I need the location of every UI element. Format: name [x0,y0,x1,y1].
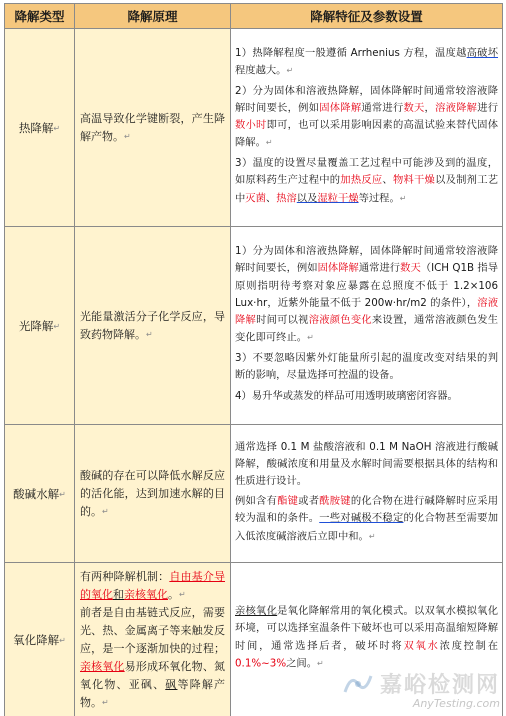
table-row [5,227,503,425]
principle-cell [75,227,231,425]
paragraph-mark-icon: ↵ [59,489,66,499]
paragraph-mark-icon: ↵ [317,658,324,668]
paragraph-mark-icon: ↵ [146,329,153,339]
features-cell [231,29,503,227]
paragraph-mark-icon: ↵ [307,333,314,343]
paragraph-mark-icon: ↵ [102,506,109,516]
type-label: 氧化降解 [13,632,60,647]
header-features: 降解特征及参数设置 [231,4,503,29]
watermark-name: 嘉峪检测网 [379,673,500,698]
type-cell [5,227,75,425]
paragraph-mark-icon: ↵ [179,589,186,599]
paragraph-mark-icon: ↵ [53,321,61,331]
feature-item: 4）易升华或蒸发的样品可用透明玻璃密闭容器。 [235,389,458,402]
paragraph-mark-icon: ↵ [368,531,376,541]
feature-item: 亲核氧化是氧化降解常用的氧化模式。以双氧水模拟氧化环境，可以选择室温条件下破坏也可以采用高温缩短降解时间，通常选择后者，破坏时将双氧水浓度控制在0.1%~3%之间。↵ [235,605,499,670]
paragraph-mark-icon: ↵ [102,697,109,707]
table-row [5,425,503,563]
features-cell [231,425,503,563]
watermark-url: AnyTesting.com [412,697,500,710]
header-row [5,4,503,29]
paragraph-mark-icon: ↵ [286,65,294,75]
principle-cell [75,29,231,227]
type-label: 酸碱水解 [13,486,60,501]
degradation-table [4,3,503,716]
principle-cell [75,425,231,563]
paragraph-mark-icon: ↵ [265,138,273,148]
feature-item: 例如含有酯键或者酰胺键的化合物在进行碱降解时应采用较为温和的条件。一些对碱极不稳定的化合物甚至需要加入低浓度碱溶液后立即中和。↵ [235,495,499,543]
header-principle: 降解原理 [75,4,231,29]
feature-item: 2）分为固体和溶液热降解，固体降解时间通常较溶液降解时间要长，例如固体降解通常进行数天，溶液降解进行数小时即可，也可以采用影响因素的高温试验来替代固体降解。↵ [235,84,499,149]
feature-item: 通常选择 0.1 M 盐酸溶液和 0.1 M NaOH 溶液进行酸碱降解，酸碱浓度和用量及水解时间需要根据具体的结构和性质进行设计。 [235,440,498,487]
principle-text: 光能量激活分子化学反应，导致药物降解。 [80,309,225,341]
type-cell [5,425,75,563]
principle-text: 高温导致化学键断裂，产生降解产物。 [80,111,225,143]
table-row [5,563,503,716]
principle-cell [75,563,231,716]
feature-item: 3）不要忽略因紫外灯能量所引起的温度改变对结果的判断的影响，尽量选择可控温的设备。 [235,352,498,382]
type-label: 光降解 [18,318,54,333]
principle-text: 前者是自由基链式反应，需要光、热、金属离子等来触发反应，是一个逐渐加快的过程；亲核氧化易形成环氧化物、氮氧化物、亚砜、砜等降解产物。↵ [80,605,226,709]
paragraph-mark-icon: ↵ [59,635,66,645]
paragraph-mark-icon: ↵ [53,123,61,133]
type-label: 热降解 [18,120,54,135]
table-row [5,29,503,227]
paragraph-mark-icon: ↵ [399,193,407,203]
feature-item: 1）热降解程度一般遵循 Arrhenius 方程，温度越高破坏程度越大。↵ [235,46,499,77]
type-cell [5,29,75,227]
paragraph-mark-icon: ↵ [124,131,131,141]
header-type: 降解类型 [5,4,75,29]
features-cell [231,227,503,425]
principle-text: 有两种降解机制：自由基介导的氧化和亲核氧化。↵ [80,569,226,601]
principle-text: 酸碱的存在可以降低水解反应的活化能，达到加速水解的目的。 [80,468,225,518]
features-cell [231,563,503,716]
type-cell [5,563,75,716]
feature-item: 3）温度的设置尽量覆盖工艺过程中可能涉及到的温度，如原料药生产过程中的加热反应、物料干燥以及制剂工艺中灭菌、热溶以及湿粒干燥等过程。↵ [235,157,499,205]
feature-item: 1）分为固体和溶液热降解，固体降解时间通常较溶液降解时间要长，例如固体降解通常进行数天（ICH Q1B 指导原则指明待考察对象应暴露在总照度不低于 1.2×106 Lux·hr，近紫外能量不低于 200w·hr/m2 的条件），溶液降解时间可以视溶液颜色变化来设置，通常溶液颜色发生变化即可终止。↵ [235,245,499,344]
